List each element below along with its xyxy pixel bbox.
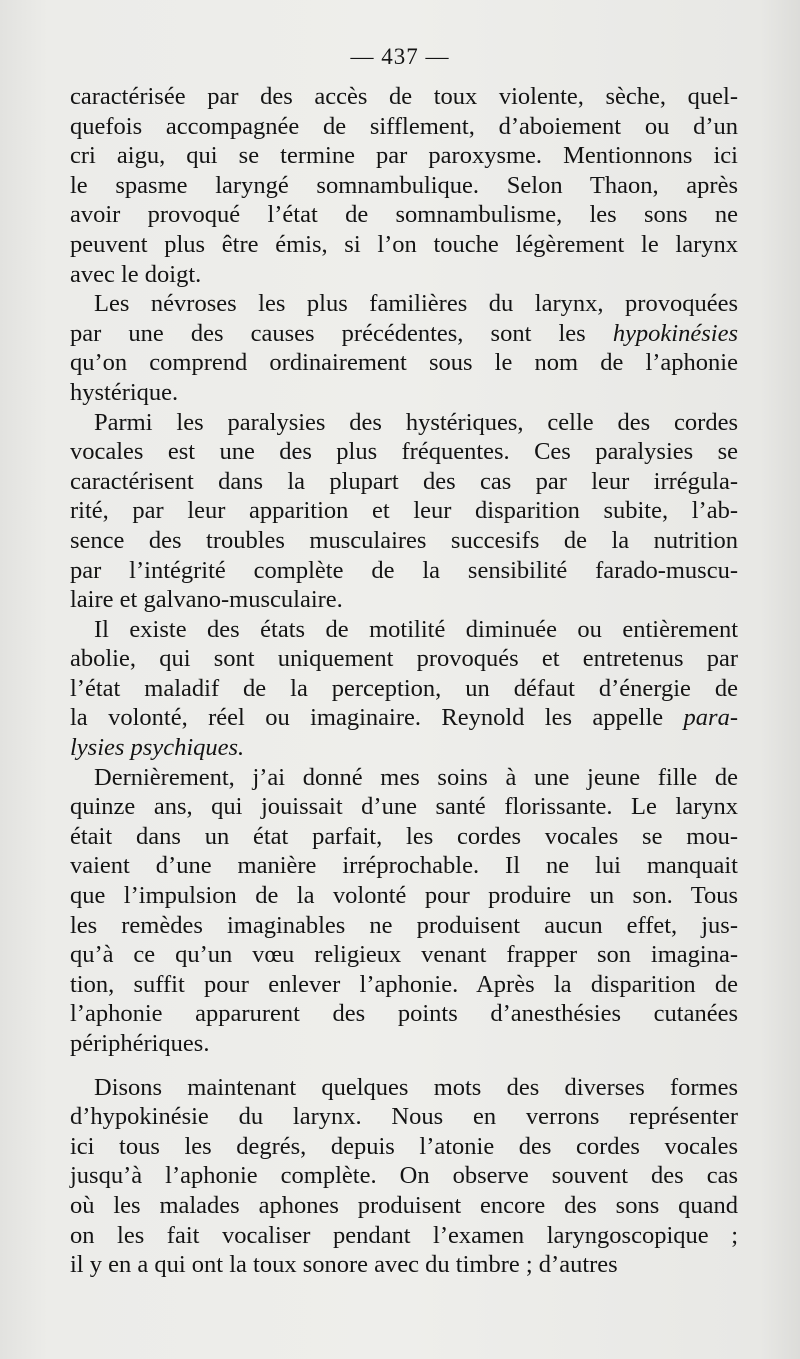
text-line: ici tous les degrés, depuis l’atonie des cordes vocales <box>70 1132 738 1160</box>
text-line: abolie, qui sont uniquement provoqués et entretenus par <box>70 645 738 673</box>
text-line <box>70 733 738 763</box>
text-line: la volonté, réel ou imaginaire. Reynold les appelle para- <box>70 704 738 732</box>
text-line: les remèdes imaginables ne produisent aucun effet, jus- <box>70 911 738 939</box>
text-line: d’hypokinésie du larynx. Nous en verrons représenter <box>70 1103 738 1131</box>
text-line: rité, par leur apparition et leur disparition subite, l’ab- <box>70 497 738 525</box>
text-line: Les névroses les plus familières du larynx, provoquées <box>94 290 738 318</box>
text-line: tion, suffit pour enlever l’aphonie. Après la disparition de <box>70 970 738 998</box>
text-line: Parmi les paralysies des hystériques, celle des cordes <box>94 408 738 436</box>
paragraph <box>70 615 738 763</box>
italic-term: lysies psychiques. <box>70 734 245 762</box>
paragraph-gap <box>70 1059 738 1073</box>
text-line: Disons maintenant quelques mots des diverses formes <box>94 1073 738 1101</box>
text-line: avec le doigt. <box>70 260 202 288</box>
text-line: où les malades aphones produisent encore des sons quand <box>70 1191 738 1219</box>
text-line: qu’on comprend ordinairement sous le nom de l’aphonie <box>70 349 738 377</box>
text-line: laire et galvano-musculaire. <box>70 586 343 614</box>
text-line: avoir provoqué l’état de somnambulisme, les sons ne <box>70 201 738 229</box>
text-line: il y en a qui ont la toux sonore avec du timbre ; d’autres <box>70 1251 618 1279</box>
text-line: était dans un état parfait, les cordes vocales se mou- <box>70 822 738 850</box>
italic-term: hypokinésies <box>612 319 738 347</box>
page-number: — 437 — <box>350 44 450 69</box>
text-line: périphériques. <box>70 1030 210 1057</box>
text-line: hystérique. <box>70 378 179 406</box>
text-line: Dernièrement, j’ai donné mes soins à une jeune fille de <box>94 763 738 791</box>
text-line: quefois accompagnée de sifflement, d’aboiement ou d’un <box>70 112 738 140</box>
text-line: qu’à ce qu’un vœu religieux venant frapper son imagina- <box>70 941 738 969</box>
italic-term: para- <box>683 704 738 732</box>
paragraph <box>70 82 738 289</box>
text-line: cri aigu, qui se termine par paroxysme. Mentionnons ici <box>70 142 738 170</box>
text-line: peuvent plus être émis, si l’on touche légèrement le larynx <box>70 230 738 258</box>
text-line: le spasme laryngé somnambulique. Selon Thaon, après <box>70 171 738 199</box>
text-line: caractérisée par des accès de toux violente, sèche, quel- <box>70 83 738 110</box>
text-line: l’aphonie apparurent des points d’anesthésies cutanées <box>70 1000 738 1028</box>
text-line: vaient d’une manière irréprochable. Il ne lui manquait <box>70 852 738 880</box>
text-line: par une des causes précédentes, sont les hypokinésies <box>70 319 738 347</box>
text-line: on les fait vocaliser pendant l’examen laryngoscopique ; <box>70 1221 738 1249</box>
text-line: quinze ans, qui jouissait d’une santé florissante. Le larynx <box>70 793 738 821</box>
text-line: l’état maladif de la perception, un défaut d’énergie de <box>70 674 738 702</box>
text-line: sence des troubles musculaires succesifs de la nutrition <box>70 526 738 554</box>
text-line: caractérisent dans la plupart des cas par leur irrégula- <box>70 467 738 495</box>
paragraph <box>70 289 738 407</box>
paragraph <box>70 1073 738 1280</box>
paragraph <box>70 763 738 1059</box>
text-line: vocales est une des plus fréquentes. Ces paralysies se <box>70 438 738 466</box>
paragraph <box>70 408 738 615</box>
text-line: par l’intégrité complète de la sensibilité farado-muscu- <box>70 556 738 584</box>
text-line: Il existe des états de motilité diminuée ou entièrement <box>94 615 738 643</box>
text-line: jusqu’à l’aphonie complète. On observe souvent des cas <box>70 1162 738 1190</box>
body-text <box>70 82 738 1280</box>
text-line: que l’impulsion de la volonté pour produire un son. Tous <box>70 882 738 910</box>
